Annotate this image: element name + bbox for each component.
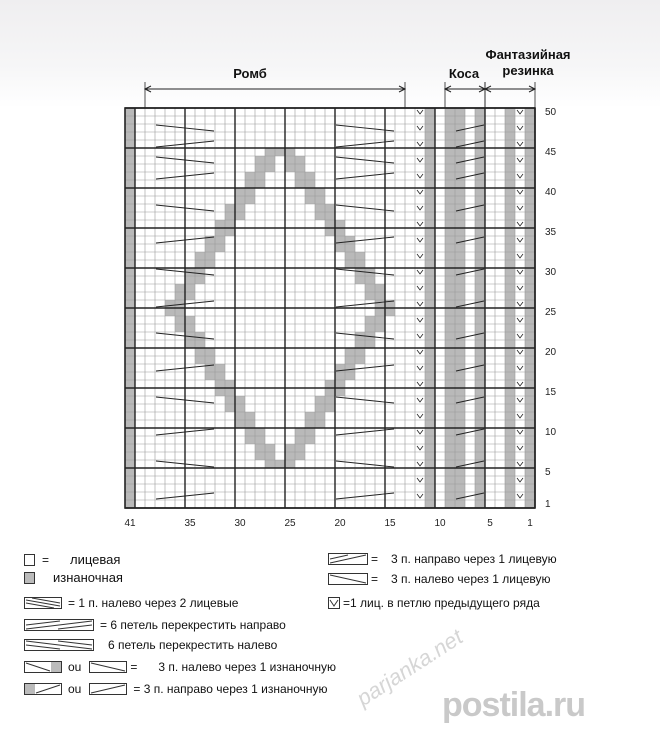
header-fantasy [478,47,578,79]
cross-right-3-1k-icon [328,553,368,565]
cross-left-6-icon [24,639,94,651]
legend-left3over1p-label: 3 п. налево через 1 изнаночную [158,660,337,674]
row-label: 45 [545,147,557,158]
cross-right-3-1p-alt-icon [89,683,127,695]
legend-right3over1k: = 3 п. направо через 1 лицевую [328,552,557,566]
cross-left-1-2-icon [24,597,62,609]
col-label: 30 [234,518,246,529]
legend-purl [24,570,123,585]
col-label: 41 [124,518,136,529]
legend-left1over2k [24,596,238,610]
col-label: 5 [487,518,493,529]
legend-left1over2k-label: = 1 п. налево через 2 лицевые [68,596,239,610]
legend-cross6left-label: 6 петель перекрестить налево [108,638,278,652]
row-label: 50 [545,107,557,118]
legend-cross6right [24,618,286,632]
legend-left3over1k: = 3 п. налево через 1 лицевую [328,572,551,586]
row-label: 35 [545,227,557,238]
legend-purl-label: изнаночная [53,570,123,585]
legend-knit: = лицевая [24,552,120,567]
col-label: 10 [434,518,446,529]
brand-logo: postila.ru [442,686,586,724]
purl-symbol-icon [24,572,35,584]
col-label: 15 [384,518,396,529]
cross-left-3-1p-alt-icon [89,661,127,673]
knit-symbol-icon [24,554,35,566]
row-label: 10 [545,427,557,438]
legend-left3over1p: ou = 3 п. налево через 1 изнаночную [24,660,336,674]
knit-below-icon [328,597,340,609]
row-label: 5 [545,467,551,478]
row-label: 40 [545,187,557,198]
legend-ou-2: ou [68,682,82,696]
legend-knit-below-label: =1 лиц. в петлю предыдущего ряда [343,596,540,610]
cross-left-3-1p-icon [24,661,62,673]
legend-knit-label: лицевая [70,552,121,567]
row-label: 15 [545,387,557,398]
header-fantasy-line1: Фантазийная [485,47,571,62]
legend-cross6right-label: = 6 петель перекрестить направо [100,618,286,632]
header-romb: Ромб [233,66,267,81]
col-label: 25 [284,518,296,529]
legend-cross6left [24,638,277,652]
legend-knit-below [328,596,540,610]
legend-right3over1p-label: = 3 п. направо через 1 изнаночную [133,682,328,696]
legend-right3over1k-label: 3 п. направо через 1 лицевую [391,552,557,566]
header-kosa: Коса [448,66,480,81]
header-fantasy-line2: резинка [502,63,554,78]
legend-right3over1p [24,682,328,696]
row-label: 25 [545,307,557,318]
row-label: 30 [545,267,557,278]
legend-ou-1: ou [68,660,82,674]
col-label: 20 [334,518,346,529]
cross-left-3-1k-icon [328,573,368,585]
watermark-text: parjanka.net [352,624,468,711]
row-label: 1 [545,499,551,510]
col-label: 35 [184,518,196,529]
cross-right-6-icon [24,619,94,631]
col-label: 1 [527,518,533,529]
legend-left3over1k-label: 3 п. налево через 1 лицевую [391,572,551,586]
cross-right-3-1p-icon [24,683,62,695]
row-label: 20 [545,347,557,358]
